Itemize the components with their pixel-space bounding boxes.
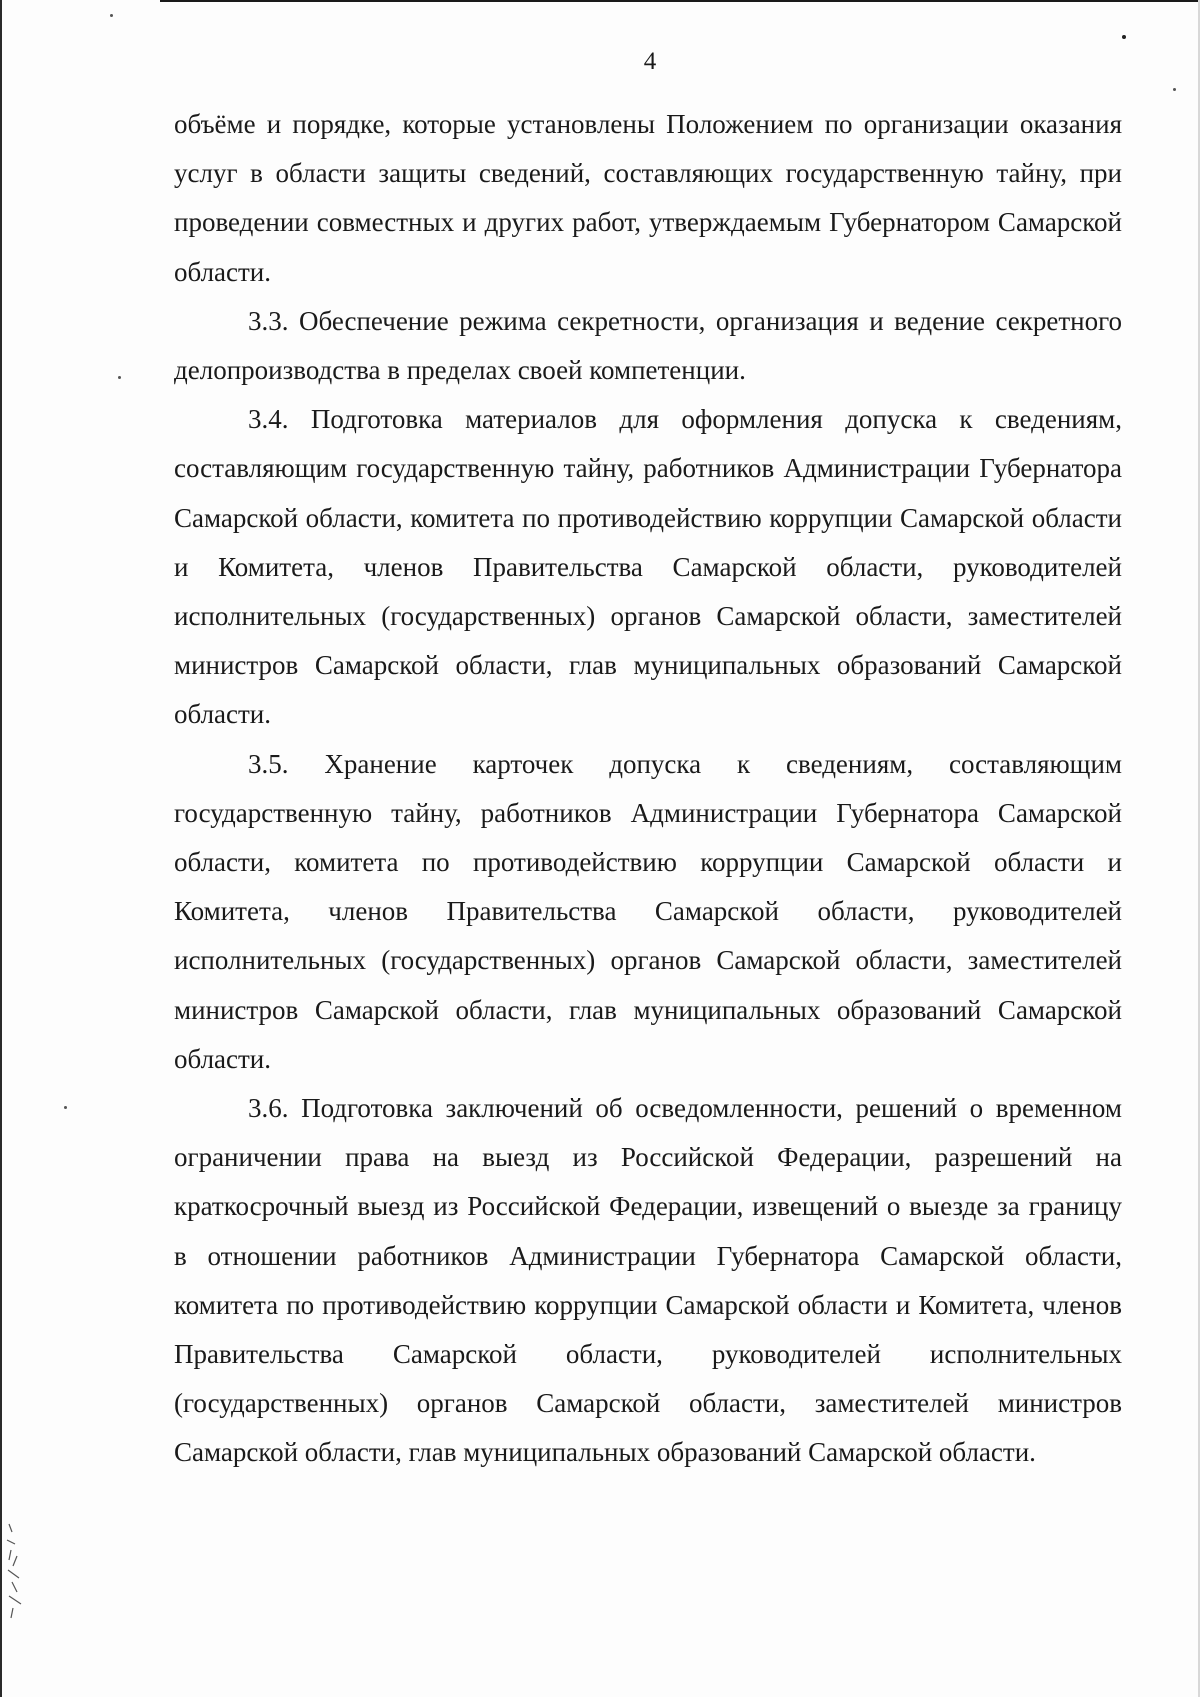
document-body <box>174 100 1122 1478</box>
scan-edge-left <box>0 0 2 1697</box>
margin-scribble <box>3 1520 31 1630</box>
scan-speck <box>110 14 113 17</box>
page-number: 4 <box>643 48 657 75</box>
scan-speck <box>64 1106 67 1109</box>
paragraph-item-3-3: 3.3. Обеспечение режима секретности, организация и ведение секретного делопроизводства в пределах своей компетенции. <box>174 305 1122 386</box>
paragraph-item-3-6: 3.6. Подготовка заключений об осведомленности, решений о временном ограничении права на выезд из Российской Федерации, разрешений на краткосрочный выезд из Российской Федерации, извещений о выезде за границу в отношении работников Администрации Губернатора Самарской области, комитета по противодействию коррупции Самарской области и Комитета, членов Правительства Самарской области, руководителей исполнительных (государственных) органов Самарской области, заместителей министров Самарской области, глав муниципальных образований Самарской области. <box>174 1093 1122 1468</box>
scan-speck <box>1173 88 1176 91</box>
paragraph-item-3-4: 3.4. Подготовка материалов для оформления допуска к сведениям, составляющим государственную тайну, работников Администрации Губернатора Самарской области, комитета по противодействию коррупции Самарской области и Комитета, членов Правительства Самарской области, руководителей исполнительных (государственных) органов Самарской области, заместителей министров Самарской области, глав муниципальных образований Самарской области. <box>174 404 1122 730</box>
paragraph-item-3-5: 3.5. Хранение карточек допуска к сведениям, составляющим государственную тайну, работников Администрации Губернатора Самарской области, комитета по противодействию коррупции Самарской области и Комитета, членов Правительства Самарской области, руководителей исполнительных (государственных) органов Самарской области, заместителей министров Самарской области, глав муниципальных образований Самарской области. <box>174 748 1122 1074</box>
scan-speck <box>1122 35 1126 39</box>
scan-speck <box>118 376 121 379</box>
paragraph-continuation: объёме и порядке, которые установлены Положением по организации оказания услуг в области защиты сведений, составляющих государственную тайну, при проведении совместных и других работ, утверждаемым Губернатором Самарской области. <box>174 109 1122 287</box>
scan-edge-top <box>160 0 1200 2</box>
